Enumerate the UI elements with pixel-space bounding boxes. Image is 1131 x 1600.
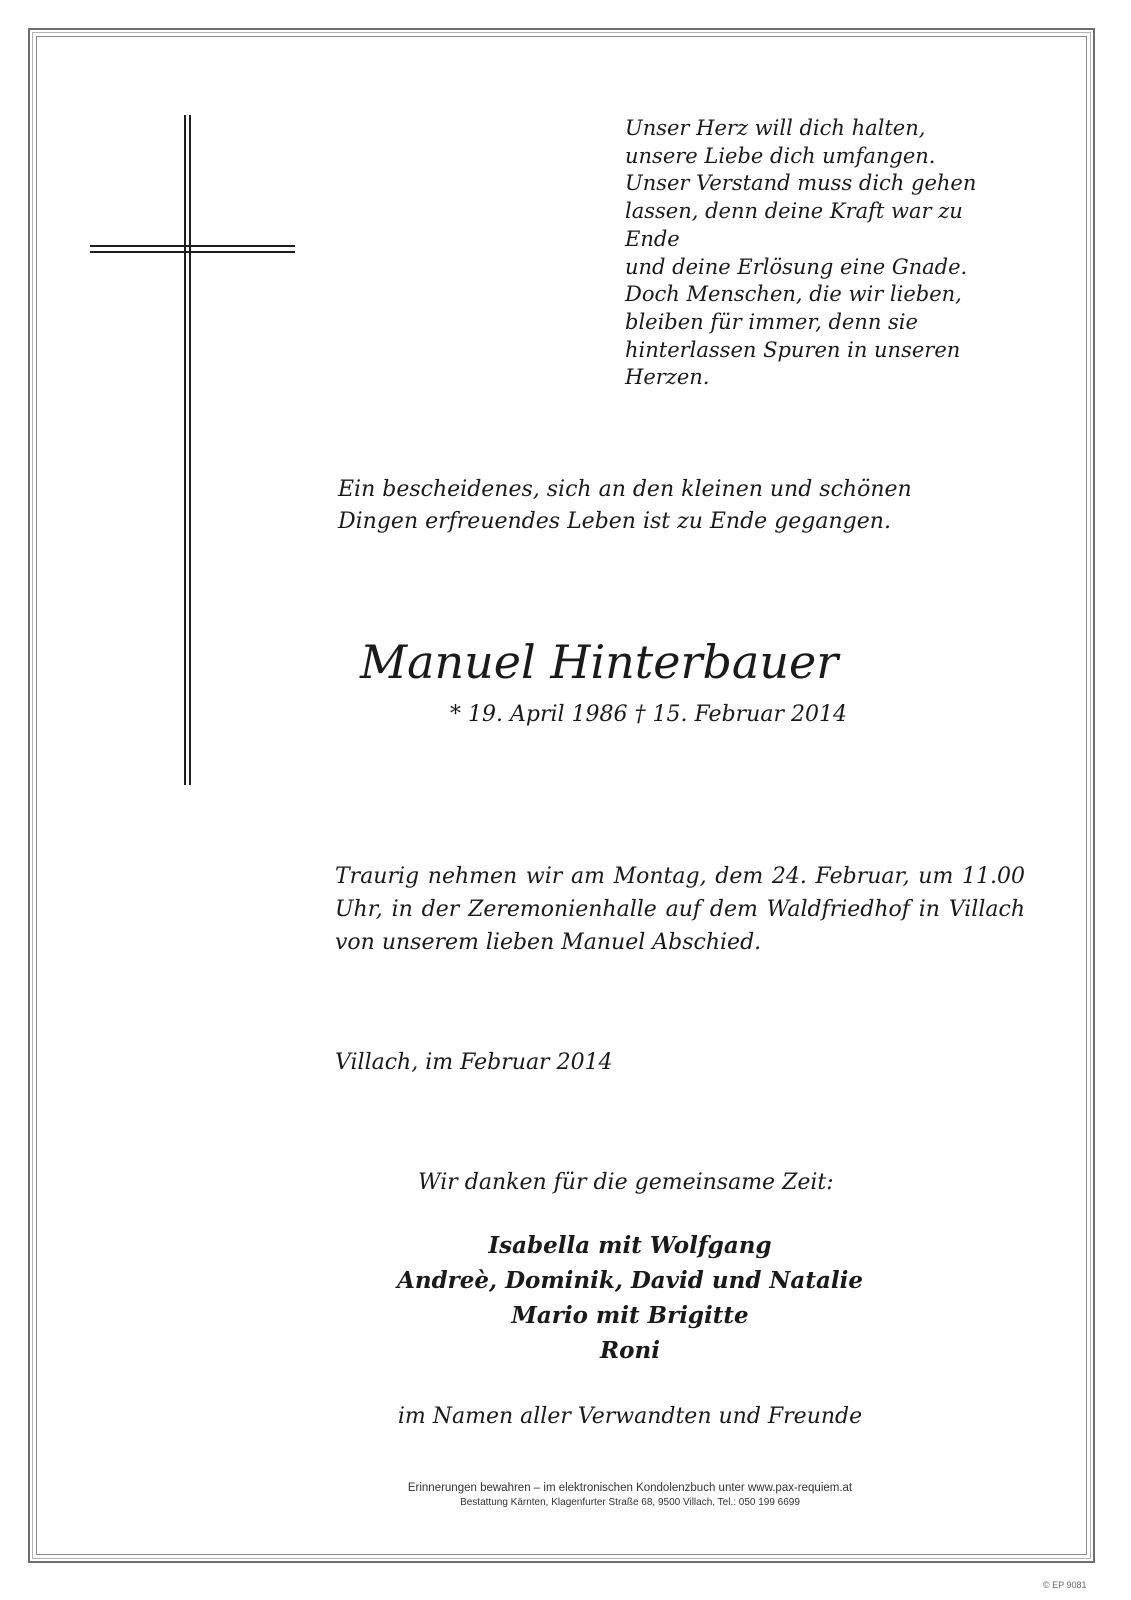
funeral-notice: Traurig nehmen wir am Montag, dem 24. Februar, um 11.00 Uhr, in der Zeremonienhalle auf dem Waldfriedhof in Villach von unserem lieben Manuel Abschied. [335,864,1025,955]
poem-line: Unser Herz will dich halten, [625,116,926,140]
poem-line: bleiben für immer, denn sie [625,309,918,334]
footer-condolence-line: Erinnerungen bewahren – im elektronischen Kondolenzbuch unter www.pax-requiem.at [407,1482,853,1494]
mourner-entry: Roni [600,1337,660,1364]
poem-line: Unser Verstand muss dich gehen [625,171,977,196]
poem-line: Doch Menschen, die wir lieben, [625,282,962,307]
form-code: © EP 9081 [1043,1580,1087,1590]
life-dates: * 19. April 1986 † 15. Februar 2014 [450,702,847,727]
intro-text [338,474,1038,538]
poem-line: unsere Liebe dich umfangen. [625,143,936,168]
intro-line: Dingen erfreuendes Leben ist zu Ende gegangen. [338,509,891,534]
thanks-line: Wir danken für die gemeinsame Zeit: [418,1170,834,1195]
poem-line: Herzen. [625,365,710,390]
poem-line: lassen, denn deine Kraft war zu [625,199,963,224]
mourner-entry: Andreè, Dominik, David und Natalie [397,1267,863,1294]
deceased-name: Manuel Hinterbauer [360,635,839,689]
mourners-list [330,1228,930,1368]
cross-vertical-beam [184,115,191,785]
footer [330,1481,930,1510]
behalf-line: im Namen aller Verwandten und Freunde [397,1404,863,1429]
poem-line: und deine Erlösung eine Gnade. [625,254,968,279]
memorial-poem [625,115,1005,392]
intro-line: Ein bescheidenes, sich an den kleinen und schönen [338,477,912,502]
cross-horizontal-beam [90,245,295,253]
poem-line: hinterlassen Spuren in unseren [625,337,961,362]
mourner-entry: Isabella mit Wolfgang [488,1232,772,1259]
mourner-entry: Mario mit Brigitte [511,1302,749,1329]
place-date: Villach, im Februar 2014 [335,1050,613,1075]
footer-address-line: Bestattung Kärnten, Klagenfurter Straße 68, 9500 Villach, Tel.: 050 199 6699 [460,1497,800,1508]
poem-line: Ende [625,226,680,251]
